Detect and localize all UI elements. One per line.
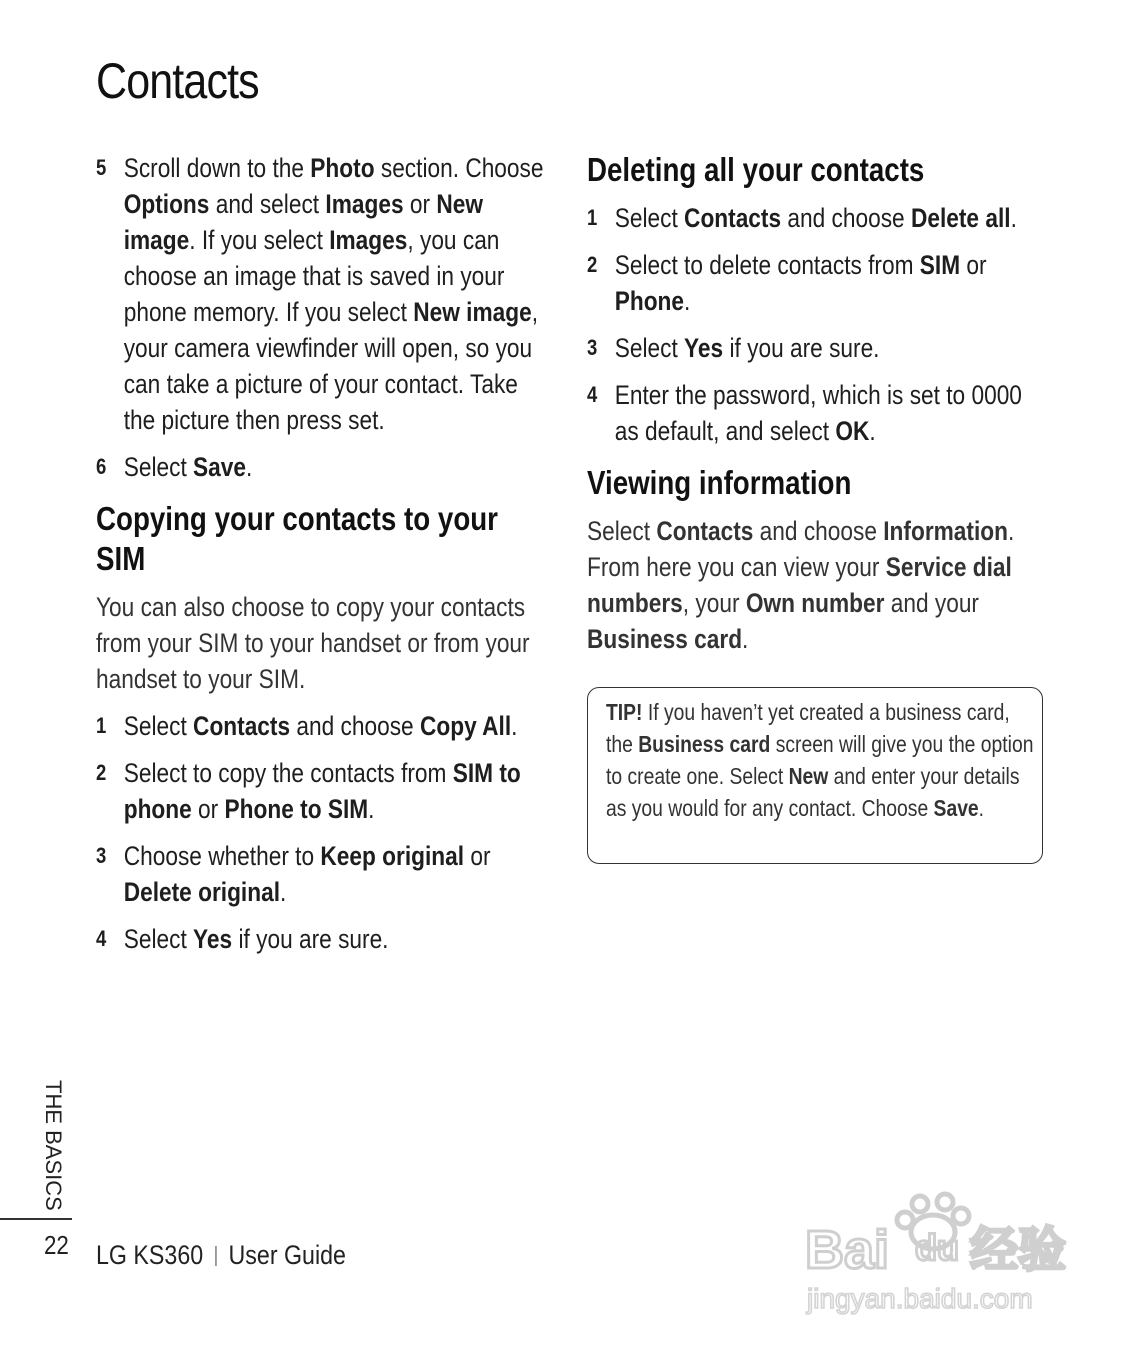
text-run: if you are sure. [232,924,389,954]
step-item [587,200,1043,236]
text-run: . [246,452,253,482]
step-text [124,838,554,910]
step-text [615,247,1043,319]
bold-term: SIM [919,250,961,280]
bold-term: Contacts [193,711,291,741]
step-text [615,377,1043,449]
left-column [96,150,554,968]
step-item [587,330,1043,366]
step-number: 1 [587,205,598,230]
text-run: , you can choose an image that is saved in your phone memory. If you select [123,225,505,327]
bold-term: Business card [638,731,771,757]
text-run: If you haven’t yet created a business card, the [606,699,1010,757]
text-run: , your camera viewfinder will open, so you can take a picture of your contact. Take the picture then press set. [123,297,539,435]
step-item [96,708,554,744]
copy-steps-list [96,708,554,957]
watermark-brand-du: du [915,1227,959,1268]
text-run: Scroll down to the [123,153,311,183]
text-run: . [1010,203,1017,233]
text-run: or [403,189,437,219]
bold-term: Phone to SIM [224,794,369,824]
copy-intro: You can also choose to copy your contacts from your SIM to your handset or from your handset to your SIM. [96,592,530,694]
text-run: and choose [290,711,420,741]
bold-term: Yes [193,924,233,954]
step-text [124,150,554,438]
text-run: . If you select [189,225,330,255]
copy-heading: Copying your contacts to your SIM [96,500,498,577]
bold-term: Contacts [684,203,782,233]
text-run: screen will give you the option to create one. Select [606,731,1034,789]
step-text [124,708,554,744]
text-run: or [191,794,225,824]
view-heading: Viewing information [587,464,852,501]
step-number: 2 [587,252,598,277]
step-number: 3 [96,843,107,868]
step-text [124,921,554,957]
step-item [96,449,554,485]
bold-term: Service dial numbers [587,552,1012,618]
step-number: 4 [587,382,598,407]
bold-term: New image [123,189,483,255]
step-item [587,247,1043,319]
step-text [615,330,1043,366]
text-run: Select [614,333,685,363]
text-run: . [684,286,691,316]
text-run: . [978,795,985,821]
step-text [124,449,554,485]
text-run: and your [884,588,979,618]
step-item [96,921,554,957]
page-number: 22 [44,1230,69,1260]
bold-term: Images [329,225,408,255]
text-run: Choose whether to [123,841,321,871]
text-run: or [960,250,987,280]
step-number: 1 [96,713,107,738]
text-run: Select [123,924,194,954]
section-label: THE BASICS [41,1080,66,1211]
text-run: and choose [781,203,911,233]
step-text [615,200,1043,236]
bold-term: Yes [684,333,724,363]
text-run: and enter your details as you would for any contact. Choose [606,763,1020,821]
text-run: . [869,416,876,446]
text-run: . [742,624,749,654]
footer-model: LG KS360 [96,1240,204,1270]
text-run: and choose [753,516,884,546]
text-run: . From here you can view your [587,516,1015,582]
bold-term: Copy All [419,711,512,741]
tip-text [606,696,1034,824]
watermark-brand: Bai [805,1220,890,1280]
text-run: . [368,794,375,824]
text-run: Select to copy the contacts from [123,758,453,788]
section-divider [0,1218,72,1220]
bold-term: Save [193,452,247,482]
watermark-cn: 经验 [970,1222,1067,1278]
step-number: 5 [96,155,107,180]
bold-term: Own number [745,588,885,618]
text-run: Select [123,711,194,741]
text-run: Enter the password, which is set to 0000 as default, and select [614,380,1022,446]
bold-term: Delete original [123,877,280,907]
footer-separator [215,1246,216,1266]
step-item [587,377,1043,449]
bold-term: Contacts [656,516,754,546]
watermark-url: jingyan.baidu.com [807,1283,1033,1314]
footer [96,1240,346,1271]
bold-term: Phone [614,286,685,316]
text-run: and select [209,189,326,219]
text-run: Select to delete contacts from [614,250,920,280]
step-text [124,755,554,827]
text-run: Select [587,516,657,546]
bold-term: Information [883,516,1008,546]
bold-term: Business card [587,624,743,654]
bold-term: OK [835,416,870,446]
text-run: Select [123,452,194,482]
view-paragraph [587,513,1043,657]
text-run: or [464,841,491,871]
page-title: Contacts [96,53,259,109]
text-run: , your [682,588,746,618]
bold-term: New image [413,297,532,327]
bold-term: Delete all [910,203,1011,233]
delete-steps-list [587,200,1043,449]
bold-term: Save [933,795,979,821]
step-number: 3 [587,335,598,360]
text-run: . [511,711,518,741]
text-run: . [279,877,287,907]
bold-term: Options [123,189,210,219]
delete-heading: Deleting all your contacts [587,151,925,188]
step-number: 6 [96,454,107,479]
steps-top-list [96,150,554,485]
text-run: if you are sure. [723,333,880,363]
tip-box [587,687,1043,864]
step-item [96,755,554,827]
footer-guide: User Guide [228,1240,346,1270]
text-run: Select [614,203,685,233]
bold-term: Photo [310,153,375,183]
bold-term: SIM to phone [123,758,521,824]
text-run: section. Choose [374,153,544,183]
bold-term: Images [325,189,404,219]
baidu-watermark [805,1190,1070,1320]
bold-term: Keep original [320,841,465,871]
step-number: 4 [96,926,107,951]
step-number: 2 [96,760,107,785]
bold-term: TIP! [606,699,643,725]
bold-term: New [788,763,829,789]
step-item [96,150,554,438]
step-item [96,838,554,910]
right-column [587,150,1043,668]
